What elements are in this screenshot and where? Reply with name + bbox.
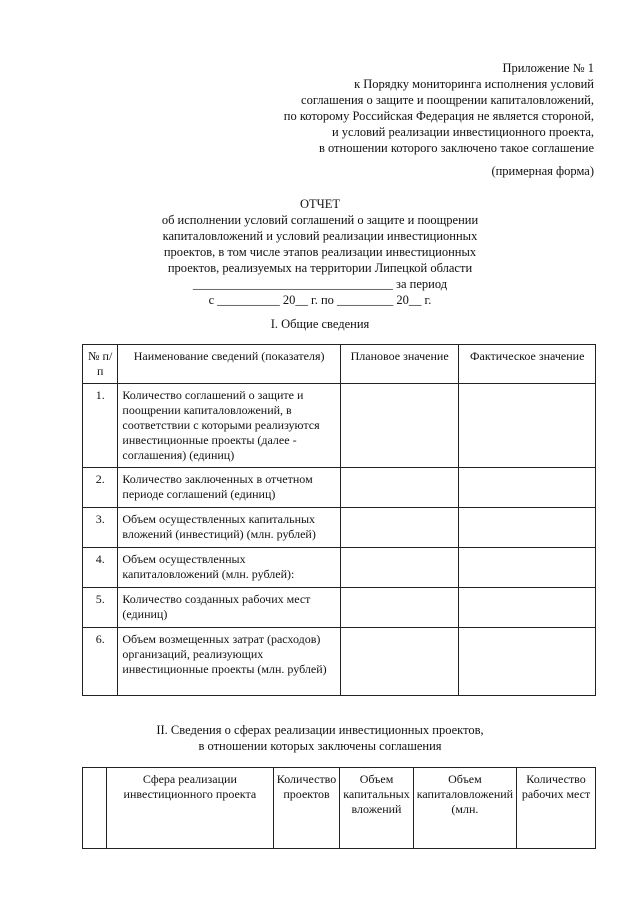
report-title-line: проектов, реализуемых на территории Липецкой области (167, 261, 473, 275)
annex-line: соглашения о защите и поощрении капиталовложений, (301, 93, 594, 107)
report-heading: ОТЧЕТ (299, 197, 341, 211)
header-name: Наименование сведений (показателя) (118, 345, 340, 384)
report-dates-line: с __________ 20__ г. по _________ 20__ г. (208, 293, 432, 307)
row-num: 3. (83, 508, 118, 548)
section2-title-line: в отношении которых заключены соглашения (198, 739, 442, 753)
table-header-row (83, 768, 596, 849)
report-title-line: об исполнении условий соглашений о защите и поощрении (161, 213, 479, 227)
row-plan (340, 628, 459, 696)
header-fact: Фактическое значение (459, 345, 596, 384)
row-name: Количество соглашений о защите и поощрении капиталовложений, в соответствии с которыми реализуются инвестиционные проекты (далее - соглашения) (единиц) (118, 384, 340, 468)
header-projects-count: Количество проектов (273, 768, 339, 849)
report-title-line: капиталовложений и условий реализации инвестиционных (162, 229, 478, 243)
report-title-line: проектов, в том числе этапов реализации инвестиционных (163, 245, 477, 259)
table-row (83, 588, 596, 628)
header-num: № п/п (83, 345, 118, 384)
header-blank (83, 768, 107, 849)
row-plan (340, 548, 459, 588)
section1-title: I. Общие сведения (270, 317, 370, 331)
header-plan: Плановое значение (340, 345, 459, 384)
annex-line: к Порядку мониторинга исполнения условий (354, 77, 594, 91)
report-title (110, 196, 530, 308)
spheres-table (82, 767, 596, 849)
annex-line: и условий реализации инвестиционного проекта, (331, 125, 594, 139)
annex-line: Приложение № 1 (502, 61, 594, 75)
header-sphere: Сфера реализации инвестиционного проекта (106, 768, 273, 849)
row-fact (459, 468, 596, 508)
header-investments-mln: Объем капиталовложений (млн. (413, 768, 516, 849)
header-capital-investments: Объем капитальных вложений (340, 768, 413, 849)
annex-header (234, 60, 594, 156)
section2-title-line: II. Сведения о сферах реализации инвестиционных проектов, (156, 723, 484, 737)
header-jobs: Количество рабочих мест (517, 768, 596, 849)
annex-line: в отношении которого заключено такое соглашение (318, 141, 594, 155)
section2-title (0, 722, 640, 754)
row-fact (459, 588, 596, 628)
row-name: Объем осуществленных капиталовложений (млн. рублей): (118, 548, 340, 588)
row-fact (459, 628, 596, 696)
row-fact (459, 548, 596, 588)
row-name: Количество созданных рабочих мест (единиц) (118, 588, 340, 628)
row-num: 6. (83, 628, 118, 696)
row-plan (340, 588, 459, 628)
row-name: Количество заключенных в отчетном периоде соглашений (единиц) (118, 468, 340, 508)
table-row (83, 508, 596, 548)
row-fact (459, 384, 596, 468)
general-info-table (82, 344, 596, 696)
row-plan (340, 384, 459, 468)
table-row (83, 548, 596, 588)
row-num: 1. (83, 384, 118, 468)
table-row (83, 628, 596, 696)
row-num: 5. (83, 588, 118, 628)
annex-line: по которому Российская Федерация не является стороной, (283, 109, 594, 123)
row-name: Объем осуществленных капитальных вложений (инвестиций) (млн. рублей) (118, 508, 340, 548)
table-header-row (83, 345, 596, 384)
row-fact (459, 508, 596, 548)
table-row (83, 468, 596, 508)
row-num: 2. (83, 468, 118, 508)
row-plan (340, 508, 459, 548)
row-plan (340, 468, 459, 508)
report-period-line: ________________________________ за период (192, 277, 448, 291)
row-name: Объем возмещенных затрат (расходов) организаций, реализующих инвестиционные проекты (млн. рублей) (118, 628, 340, 696)
row-num: 4. (83, 548, 118, 588)
sample-form-note: (примерная форма) (491, 164, 594, 178)
table-row (83, 384, 596, 468)
